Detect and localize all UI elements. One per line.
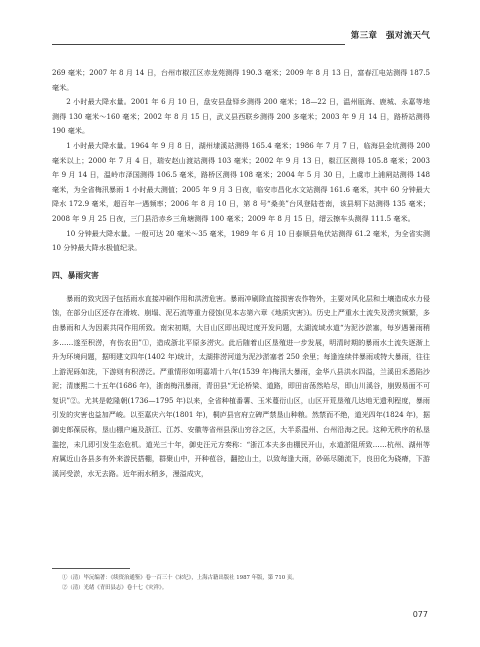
running-title: 第三章 强对流天气 xyxy=(345,28,430,45)
paragraph-5: 暴雨的致灾因子包括雨水直接冲刷作用和洪涝危害。暴雨冲刷除直接损害农作物外，主要对风化层和土壤造成水力侵蚀，在部分山区还存在滑坡、崩塌、泥石流等重力侵蚀(见本志第六章《地质灾害》)。历史上严重水土流失及涝灾频繁，多由暴雨和人为因素共同作用所致。南宋初期，大目山区即出现过度开发问题，太湖流域水道“为泥沙淤塞，每岁遇暑雨稍多……遂至积涝，有伤农田”①，造成浙北平原多涝灾。此后随着山区垦殖进一步发展，明清时期的暴雨水土流失逐渐上升为环境问题，据明建文四年(1402 年)统计，太湖排涝河道为泥沙淤塞者 250 余里；每逢连续伴暴雨或特大暴雨，往往上游泥砾如洗，下游则有积涝泛。严重情形如明嘉靖十八年(1539 年)梅汛大暴雨，金华八县洪水四溢，兰溪田禾悉陷沙泥；清康熙二十五年(1686 年)，浙南梅汛暴雨，青田县“无论桥梁、道路，即田亩荡然哈尽，即山川溪谷，崩毁易面不可复识”②。尤其是乾隆朝(1736—1795 年)以来，全省种植番薯、玉米蔓衍山区，山区开荒垦殖几达地无遗利程度，暴雨引发的灾害也益加严峻。以至嘉庆六年(1801 年)，桐庐县官府立碑严禁垦山种粮。然禁而不绝，道光四年(1824 年)，据御史郎葆辰称，垦山棚户遍及浙江、江苏、安徽等省州县深山穷谷之区，大半系温州、台州沿海之民。这种无秩序的私垦滥挖，未几即引发生态危机。道光三十年，御史汪元方奏称：“浙江本夫多由棚民开山，水道淤阻所致……杭州、湖州等府属近山各县多有外来游民搭棚，群聚山中，开种苞谷，翻挖山土，以致每逢大雨，砂砾尽随流下，良田化为硗瘠，下游溪河受淤，水无去路。近年雨水稍多，漫溢成灾， xyxy=(52,293,430,478)
paragraph-2: 2 小时最大降水量。2001 年 6 月 10 日，盘安县盘铎乡测得 200 毫米；18—22 日，温州瓯海、鹿城、永嘉等地测得 130 毫米～160 毫米；2002 年 8 月 15 日，武义县西联乡测得 200 多毫米；2003 年 9 月 14 日，路桥站测得 190 毫米。 xyxy=(52,97,430,136)
section-title: 四、暴雨灾害 xyxy=(52,270,99,280)
footnote-rule xyxy=(52,568,130,569)
footnote-2: ②（清）光绪《青田县志》卷十七《灾祥》。 xyxy=(62,585,168,591)
footnotes xyxy=(62,573,422,593)
page-number: 077 xyxy=(412,610,428,619)
page-body xyxy=(52,66,430,481)
footnote-1: ①（清）毕沅编著：《续资治通鉴》卷一百三十《宋纪》，上海古籍出版社 1987 年版，第 710 页。 xyxy=(62,575,298,581)
paragraph-3: 1 小时最大降水量。1964 年 9 月 8 日，湖州埭溪站测得 165.4 毫米；1986 年 7 月 7 日，临海县金坑测得 200 毫米以上；2000 年 7 月 4 日，瑞安赵山渡站测得 103 毫米；2002 年 9 月 13 日，椒江区测得 105.8 毫米；2003 年 9 月 14 日，温岭市泽国测得 106.5 毫米，路桥区测得 108 毫米；2004 年 5 月 30 日，上虞市上浦闸站测得 148 毫米，为全省梅汛暴雨 1 小时最大测值；2005 年 9 月 3 日夜，临安市昌化水文站测得 161.6 毫米，其中 60 分钟最大降水 172.9 毫米，超百年一遇频率；2006 年 8 月 10 日，第 8 号“桑美”台风登陆苍南，该县垌下站测得 135 毫米；2008 年 9 月 25 日夜，三门县沿赤乡三角塘测得 100 毫米；2009 年 8 月 15 日，缙云擦车头测得 111.5 毫米。 xyxy=(52,140,430,223)
running-header xyxy=(0,28,480,50)
paragraph-4: 10 分钟最大降水量。一般可达 20 毫米～35 毫米，1989 年 6 月 10 日泰顺县龟伏站测得 61.2 毫米，为全省实测 10 分钟最大降水极值纪录。 xyxy=(52,228,430,253)
paragraph-1: 269 毫米；2007 年 8 月 14 日，台州市椒江区赤龙苑测得 190.3 毫米；2009 年 8 月 13 日，富春江电站测得 187.5 毫米。 xyxy=(52,68,430,92)
